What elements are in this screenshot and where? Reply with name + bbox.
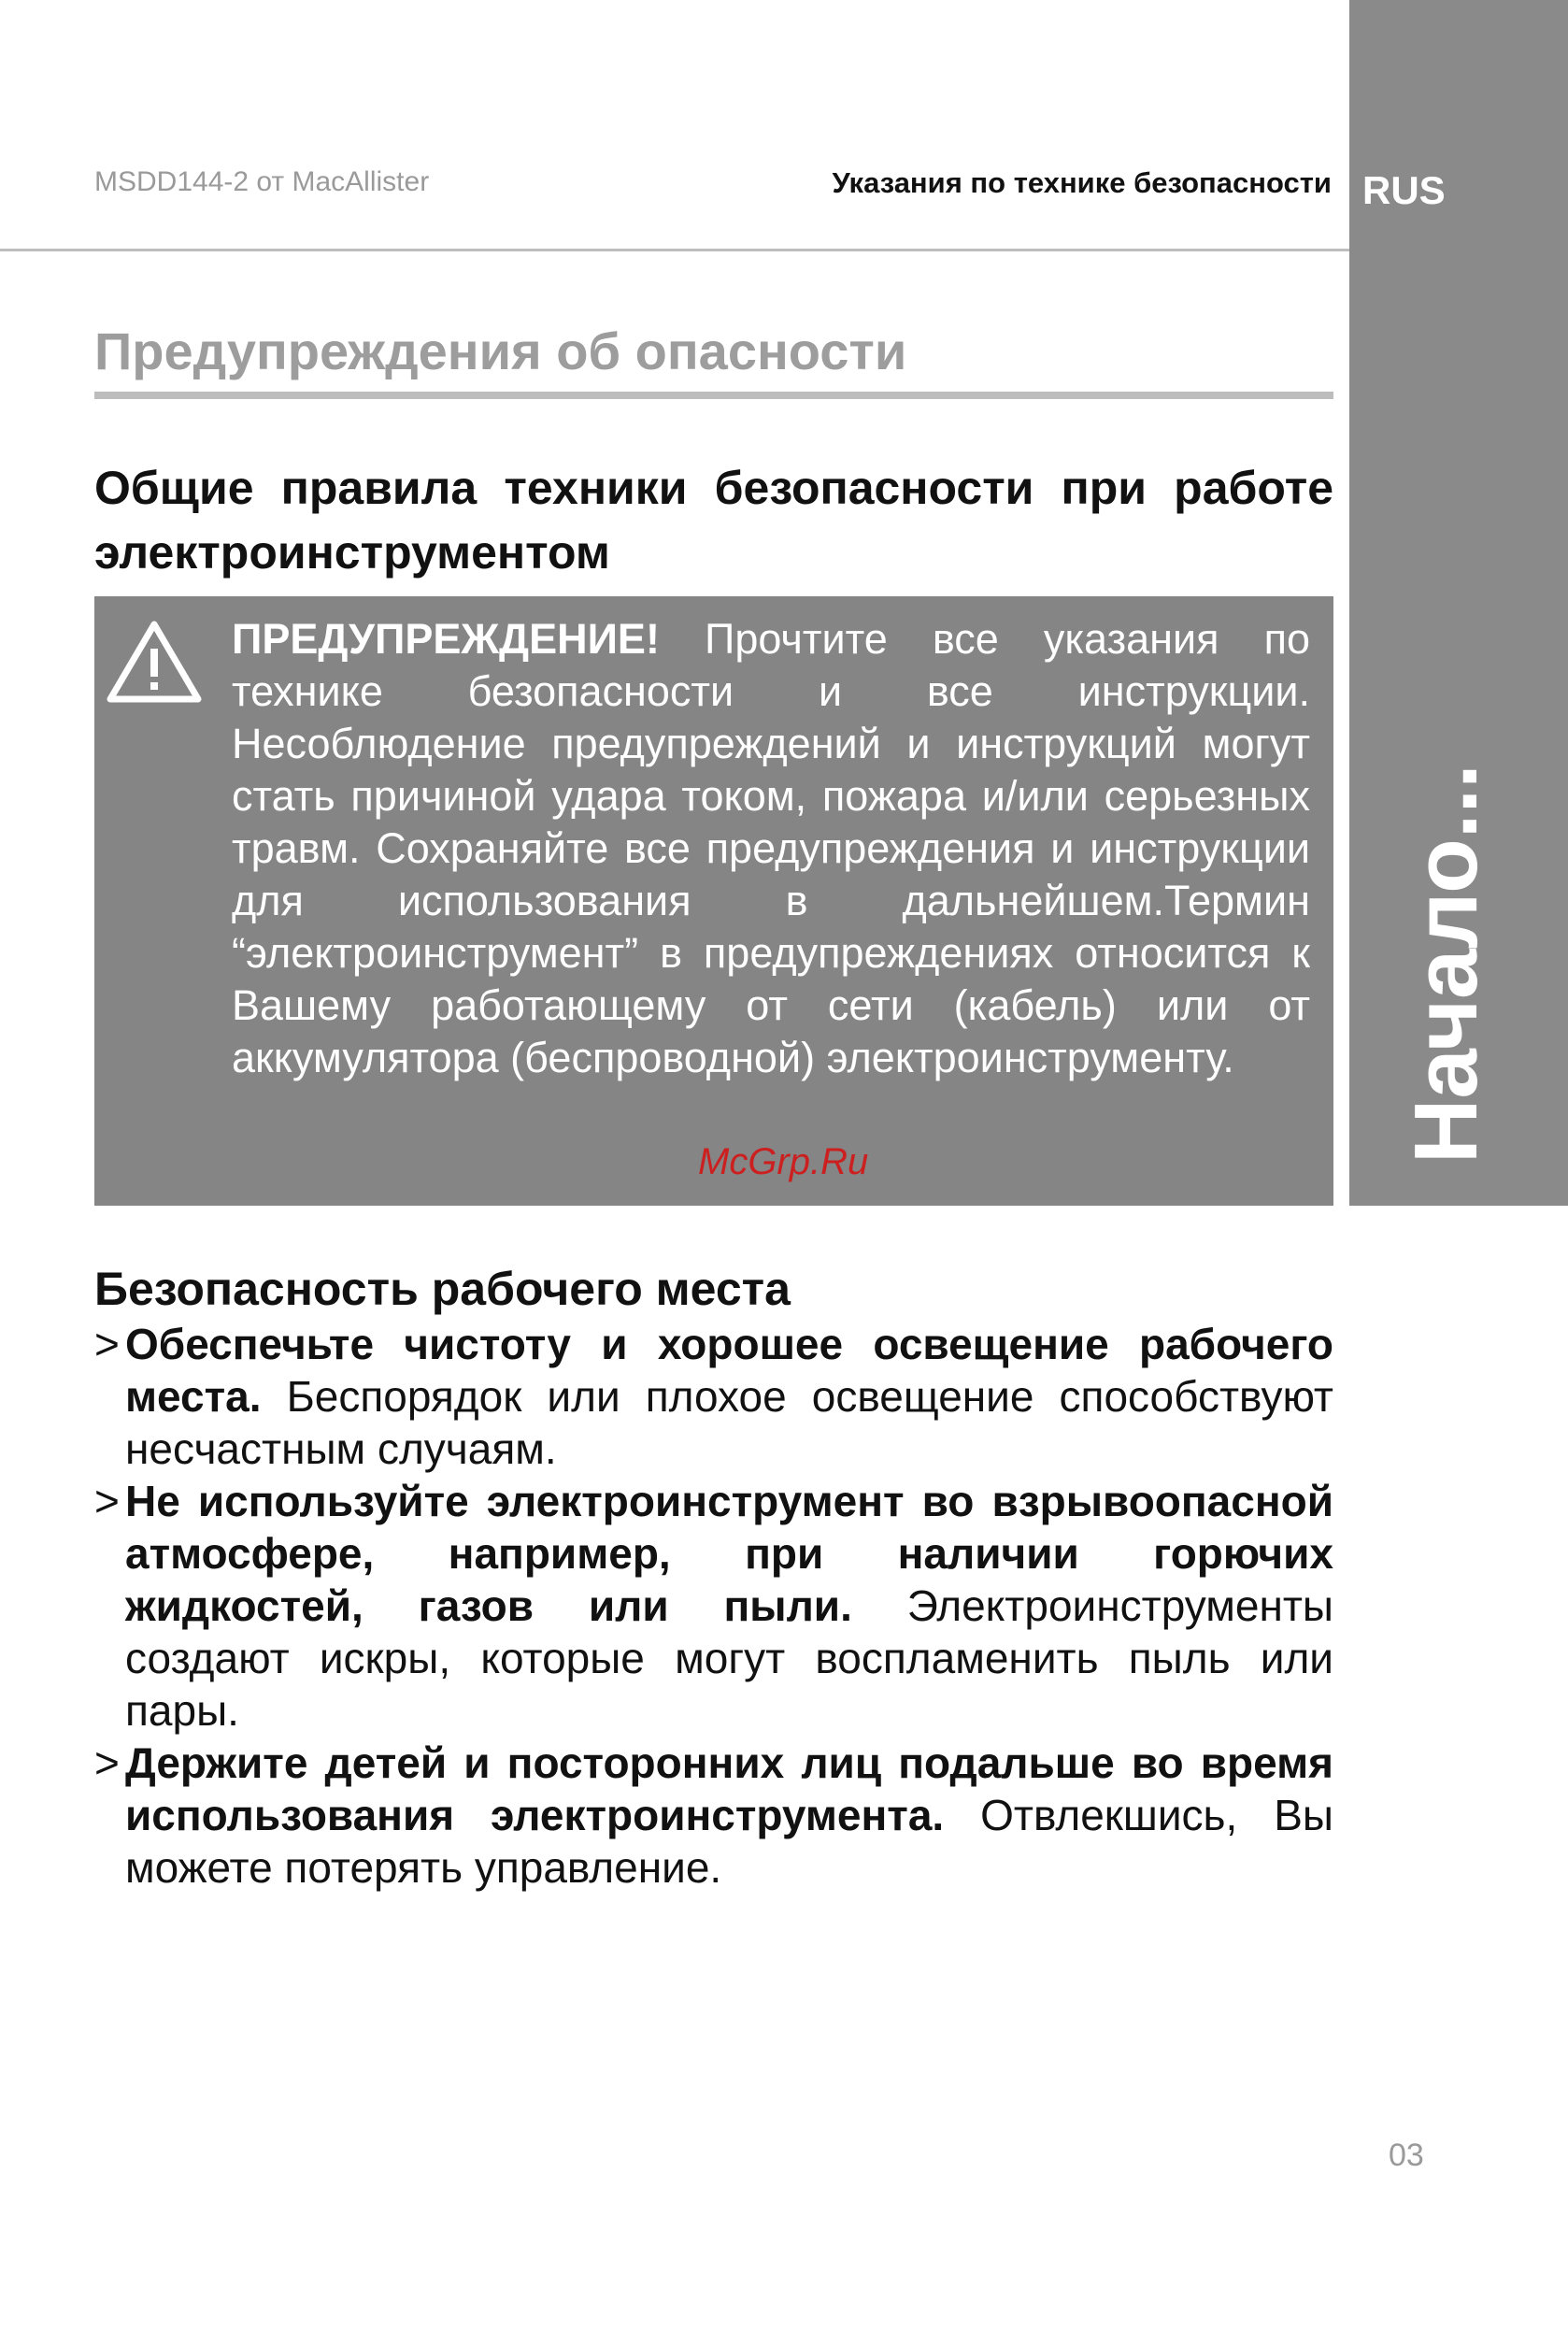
rule-emphasis: Держите детей и посторонних лиц подальше во время использования электроинструмента. <box>125 1738 1333 1839</box>
workplace-rules-list <box>94 1318 1333 1894</box>
list-marker: > <box>94 1738 120 1787</box>
language-label: RUS <box>1362 168 1446 212</box>
page-number: 03 <box>1389 2138 1424 2173</box>
side-tab-title: Начало... <box>1396 764 1496 1164</box>
section-divider <box>94 392 1333 399</box>
chapter-title: Указания по технике безопасности <box>832 166 1332 199</box>
rule-emphasis: Не используйте электроинструмент во взрывоопасной атмосфере, например, при наличии горючих жидкостей, газов или пыли. <box>125 1477 1333 1630</box>
list-item <box>94 1737 1333 1894</box>
warning-body: Прочтите все указания по технике безопасности и все инструкции. Несоблюдение предупреждений и инструкций могут стать причиной удара током, пожара и/или серьезных травм. Сохраняйте все предупреждения и инструкции для использования в дальнейшем.Термин “электроинструмент” в предупреждениях относится к Вашему работающему от сети (кабель) или от аккумулятора (беспроводной) электроинструменту. <box>232 615 1310 1081</box>
watermark: McGrp.Ru <box>698 1141 869 1182</box>
header-divider <box>0 249 1349 251</box>
rule-text: Беспорядок или плохое освещение способствуют несчастным случаям. <box>125 1372 1334 1473</box>
warning-triangle-icon <box>105 619 204 705</box>
rule-text: Электроинструменты создают искры, которые могут воспламенить пыль или пары. <box>125 1581 1333 1735</box>
section-title: Предупреждения об опасности <box>94 322 907 380</box>
rule-emphasis: Обеспечьте чистоту и хорошее освещение рабочего места. <box>125 1320 1333 1421</box>
list-item <box>94 1318 1333 1475</box>
warning-title: ПРЕДУПРЕЖДЕНИЕ! <box>232 615 660 663</box>
rule-text: Отвлекшись, Вы можете потерять управление. <box>125 1791 1333 1892</box>
warning-text <box>232 613 1310 1084</box>
main-heading: Общие правила техники безопасности при работе электроинструментом <box>94 462 1333 579</box>
list-marker: > <box>94 1320 120 1368</box>
workplace-safety-heading: Безопасность рабочего места <box>94 1263 791 1315</box>
list-item <box>94 1475 1333 1737</box>
document-model-label: MSDD144-2 от MacAllister <box>94 166 430 197</box>
list-marker: > <box>94 1477 120 1525</box>
